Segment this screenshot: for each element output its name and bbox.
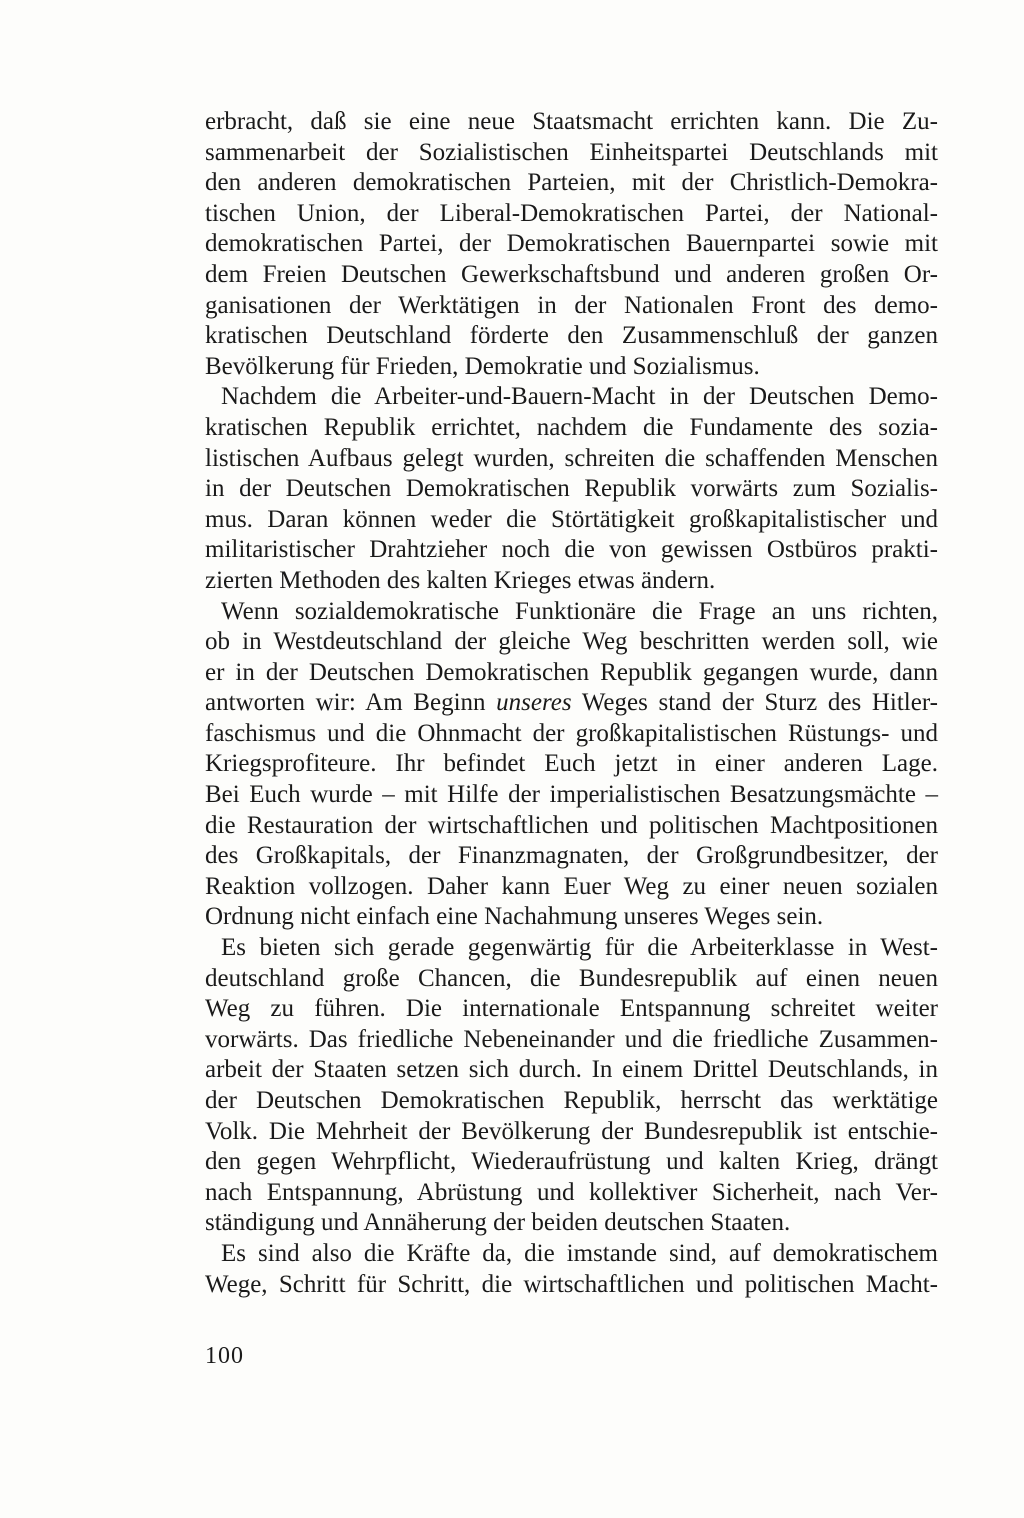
text-line <box>205 1025 938 1056</box>
text-line <box>205 658 938 689</box>
text-line <box>205 872 938 903</box>
paragraph <box>205 107 938 382</box>
text-line <box>205 627 938 658</box>
text-line <box>205 199 938 230</box>
text-segment: sammenarbeit der Sozialistischen Einheitspartei Deutschlands mit <box>205 138 938 166</box>
text-segment: Ordnung nicht einfach eine Nachahmung unseres Weges sein. <box>205 903 824 931</box>
paragraph <box>205 597 938 934</box>
text-segment: in der Deutschen Demokratischen Republik vorwärts zum Sozialis- <box>205 475 938 503</box>
text-line <box>205 566 938 597</box>
text-segment: erbracht, daß sie eine neue Staatsmacht errichten kann. Die Zu- <box>205 108 938 135</box>
text-segment: demokratischen Partei, der Demokratischen Bauernpartei sowie mit <box>205 230 938 258</box>
text-line <box>205 964 938 995</box>
text-segment: er in der Deutschen Demokratischen Republik gegangen wurde, dann <box>205 658 938 686</box>
text-line <box>205 1086 938 1117</box>
text-segment: zierten Methoden des kalten Krieges etwas ändern. <box>205 566 716 594</box>
text-line <box>205 382 938 413</box>
text-segment: des Großkapitals, der Finanzmagnaten, der Großgrundbesitzer, der <box>205 842 938 870</box>
text-line <box>205 597 938 628</box>
text-segment: Bevölkerung für Frieden, Demokratie und Sozialismus. <box>205 352 760 380</box>
text-segment: Es bieten sich gerade gegenwärtig für die Arbeiterklasse in West- <box>221 934 938 962</box>
text-segment: ständigung und Annäherung der beiden deutschen Staaten. <box>205 1209 791 1237</box>
paragraph <box>205 1239 938 1300</box>
text-line <box>205 1178 938 1209</box>
text-line <box>205 444 938 475</box>
text-segment: Weges stand der Sturz des Hitler- <box>571 689 938 717</box>
text-segment: nach Entspannung, Abrüstung und kollektiver Sicherheit, nach Ver- <box>205 1178 938 1206</box>
text-line <box>205 688 938 719</box>
text-line <box>205 138 938 169</box>
text-segment: militaristischer Drahtzieher noch die von gewissen Ostbüros prakti- <box>205 536 938 564</box>
text-line <box>205 260 938 291</box>
text-segment: Nachdem die Arbeiter-und-Bauern-Macht in der Deutschen Demo- <box>221 383 938 411</box>
text-segment: vorwärts. Das friedliche Nebeneinander und die friedliche Zusammen- <box>205 1025 938 1053</box>
text-line <box>205 474 938 505</box>
text-line <box>205 719 938 750</box>
text-line <box>205 749 938 780</box>
text-segment: tischen Union, der Liberal-Demokratischen Partei, der National- <box>205 199 938 227</box>
text-segment: Kriegsprofiteure. Ihr befindet Euch jetzt in einer anderen Lage. <box>205 750 938 778</box>
text-segment: kratischen Deutschland förderte den Zusammenschluß der ganzen <box>205 322 938 350</box>
text-line <box>205 1270 938 1301</box>
italic-emphasis: unseres <box>496 689 572 717</box>
text-line <box>205 229 938 260</box>
text-line <box>205 933 938 964</box>
text-line <box>205 413 938 444</box>
text-segment: kratischen Republik errichtet, nachdem die Fundamente des sozia- <box>205 413 938 441</box>
text-segment: listischen Aufbaus gelegt wurden, schreiten die schaffenden Menschen <box>205 444 938 472</box>
text-segment: der Deutschen Demokratischen Republik, herrscht das werktätige <box>205 1087 938 1114</box>
body-text <box>205 107 938 1300</box>
text-segment: arbeit der Staaten setzen sich durch. In einem Drittel Deutschlands, in <box>205 1056 938 1084</box>
text-line <box>205 1239 938 1270</box>
text-segment: die Restauration der wirtschaftlichen und politischen Machtpositionen <box>205 811 938 839</box>
page-number: 100 <box>205 1343 244 1369</box>
text-segment: dem Freien Deutschen Gewerkschaftsbund und anderen großen Or- <box>205 260 938 288</box>
text-line <box>205 780 938 811</box>
text-segment: ob in Westdeutschland der gleiche Weg beschritten werden soll, wie <box>205 628 938 656</box>
text-segment: Reaktion vollzogen. Daher kann Euer Weg zu einer neuen sozialen <box>205 872 938 900</box>
text-line <box>205 535 938 566</box>
text-line <box>205 902 938 933</box>
text-segment: antworten wir: Am Beginn <box>205 689 497 717</box>
text-segment: den anderen demokratischen Parteien, mit der Christlich-Demokra- <box>205 169 938 197</box>
text-segment: Wege, Schritt für Schritt, die wirtschaftlichen und politischen Macht- <box>205 1270 938 1298</box>
text-line <box>205 107 938 138</box>
text-segment: ganisationen der Werktätigen in der Nationalen Front des demo- <box>205 291 938 319</box>
text-segment: mus. Daran können weder die Störtätigkeit großkapitalistischer und <box>205 505 938 533</box>
text-line <box>205 505 938 536</box>
text-segment: faschismus und die Ohnmacht der großkapitalistischen Rüstungs- und <box>205 719 938 747</box>
text-segment: Es sind also die Kräfte da, die imstande sind, auf demokratischem <box>221 1239 938 1267</box>
text-segment: Volk. Die Mehrheit der Bevölkerung der Bundesrepublik ist entschie- <box>205 1117 938 1145</box>
text-line <box>205 291 938 322</box>
text-line <box>205 1117 938 1148</box>
text-line <box>205 352 938 383</box>
text-segment: Weg zu führen. Die internationale Entspannung schreitet weiter <box>205 995 938 1023</box>
text-line <box>205 1055 938 1086</box>
text-line <box>205 994 938 1025</box>
text-segment: deutschland große Chancen, die Bundesrepublik auf einen neuen <box>205 964 938 992</box>
text-line <box>205 1147 938 1178</box>
text-segment: Bei Euch wurde – mit Hilfe der imperialistischen Besatzungsmächte – <box>205 781 938 809</box>
paragraph <box>205 933 938 1239</box>
text-line <box>205 168 938 199</box>
text-segment: den gegen Wehrpflicht, Wiederaufrüstung und kalten Krieg, drängt <box>205 1148 938 1176</box>
text-line <box>205 841 938 872</box>
text-line <box>205 811 938 842</box>
text-line <box>205 1208 938 1239</box>
text-segment: Wenn sozialdemokratische Funktionäre die Frage an uns richten, <box>221 597 938 625</box>
text-line <box>205 321 938 352</box>
paragraph <box>205 382 938 596</box>
